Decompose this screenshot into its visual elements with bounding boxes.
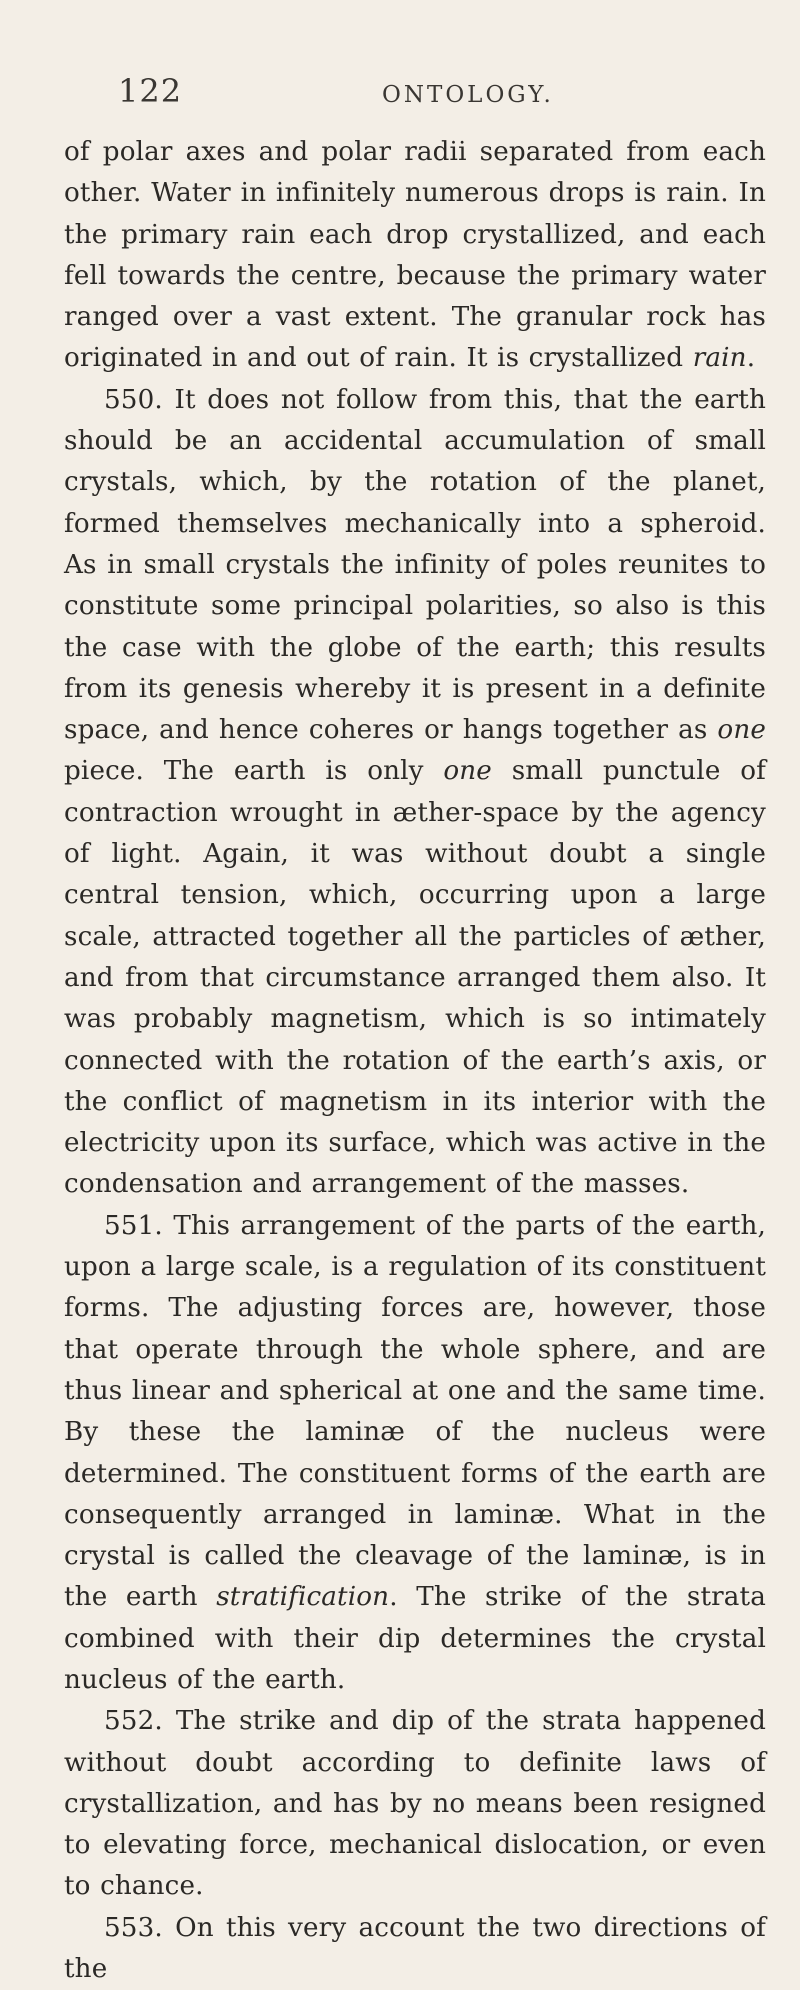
paragraph-550 xyxy=(64,380,766,1206)
body-text xyxy=(64,132,766,1990)
text-run: 553. On this very account the two directions of the xyxy=(64,1912,766,1985)
text-run-italic: rain xyxy=(692,343,747,374)
text-run: . xyxy=(746,343,756,374)
text-run: 551. This arrangement of the parts of the earth, upon a large scale, is a regulation of its constituent forms. The adjusting forces are, however, those that operate through the whole sphere, and are thus linear and spherical at one and the same time. By these the laminæ of the nucleus were determined. The constituent forms of the earth are consequently arranged in laminæ. What in the crystal is called the cleavage of the laminæ, is in the earth xyxy=(64,1210,766,1613)
text-run: 552. The strike and dip of the strata happened without doubt according to definite laws of crystallization, and has by no means been resigned to elevating force, mechanical dislocation, or even to chance. xyxy=(64,1706,766,1902)
paragraph-551 xyxy=(64,1206,766,1702)
running-title: ONTOLOGY. xyxy=(382,82,554,108)
text-run: 550. It does not follow from this, that the earth should be an accidental accumulation of small crystals, which, by the rotation of the planet, formed themselves mechanically into a spheroid. As in small crystals the infinity of poles reunites to constitute some principal polarities, so also is this the case with the globe of the earth; this results from its genesis whereby it is present in a definite space, and hence coheres or hangs together as xyxy=(64,384,766,746)
text-run: piece. The earth is only xyxy=(64,756,444,787)
page-number: 122 xyxy=(118,72,183,110)
text-run: small punctule of contraction wrought in æther-space by the agency of light. Again, it was without doubt a single central tension, which, occurring upon a large scale, attracted together all the particles of æther, and from that circumstance arranged them also. It was probably magnetism, which is so intimately connected with the rotation of the earth’s axis, or the conflict of magnetism in its interior with the electricity upon its surface, which was active in the condensation and arrangement of the masses. xyxy=(64,756,766,1200)
paragraph-continued xyxy=(64,132,766,380)
running-head xyxy=(50,72,766,132)
paragraph-552 xyxy=(64,1701,766,1907)
text-run-italic: one xyxy=(717,715,766,746)
text-run-italic: stratification xyxy=(216,1582,390,1613)
paragraph-553 xyxy=(64,1908,766,1990)
text-run: of polar axes and polar radii separated from each other. Water in infinitely numerous drops is rain. In the primary rain each drop crystallized, and each fell towards the centre, because the primary water ranged over a vast extent. The granular rock has originated in and out of rain. It is crystallized xyxy=(64,137,766,374)
text-run-italic: one xyxy=(443,756,492,787)
text-run: . The strike of the strata combined with their dip determines the crystal nucleus of the earth. xyxy=(64,1582,766,1695)
